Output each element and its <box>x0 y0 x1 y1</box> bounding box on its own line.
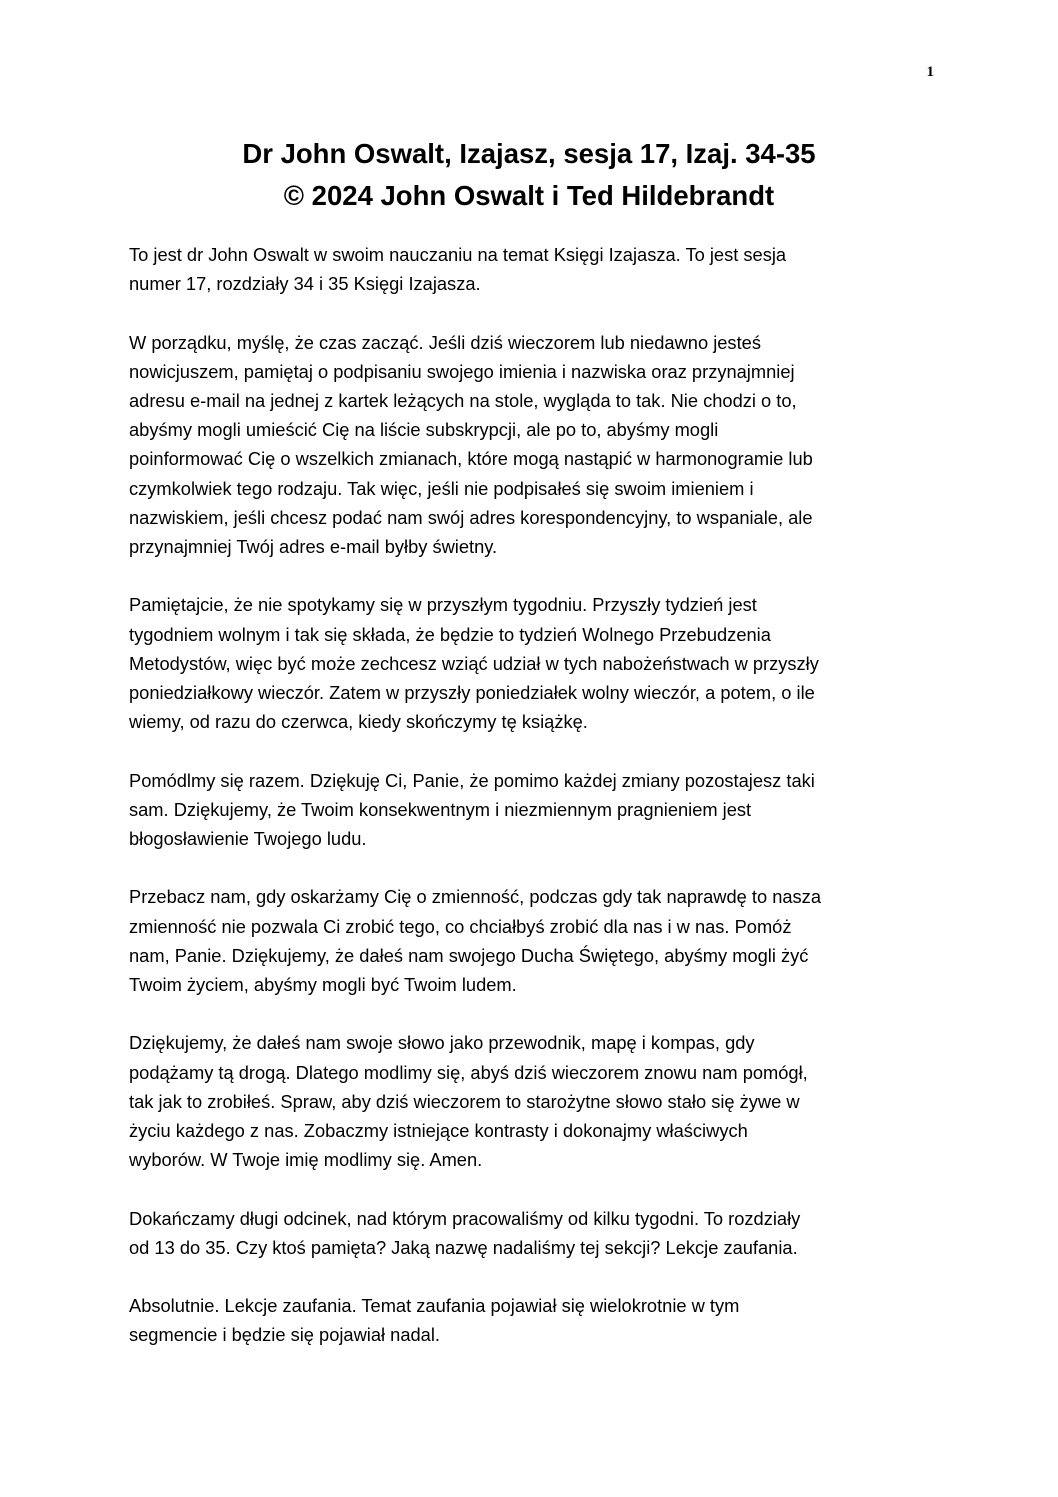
paragraph <box>129 882 917 999</box>
title-line-1: Dr John Oswalt, Izajasz, sesja 17, Izaj. 34-35 <box>242 138 816 169</box>
paragraph-line: zmienność nie pozwala Ci zrobić tego, co chciałbyś zrobić dla nas i w nas. Pomóż <box>129 915 792 937</box>
document-title <box>0 133 1058 217</box>
paragraph-line: nowicjuszem, pamiętaj o podpisaniu swojego imienia i nazwiska oraz przynajmniej <box>129 360 795 382</box>
paragraph-line: czymkolwiek tego rodzaju. Tak więc, jeśli nie podpisałeś się swoim imieniem i <box>129 477 754 499</box>
document-body <box>129 240 917 1379</box>
paragraph-line: Przebacz nam, gdy oskarżamy Cię o zmienność, podczas gdy tak naprawdę to nasza <box>129 886 821 908</box>
paragraph-line: podążamy tą drogą. Dlatego modlimy się, abyś dziś wieczorem znowu nam pomógł, <box>129 1061 808 1083</box>
paragraph-line: nazwiskiem, jeśli chcesz podać nam swój adres korespondencyjny, to wspaniale, ale <box>129 506 813 528</box>
paragraph-line: Metodystów, więc być może zechcesz wziąć udział w tych nabożeństwach w przyszły <box>129 652 819 674</box>
paragraph <box>129 240 917 298</box>
paragraph-line: tak jak to zrobiłeś. Spraw, aby dziś wieczorem to starożytne słowo stało się żywe w <box>129 1090 800 1112</box>
paragraph <box>129 1028 917 1174</box>
paragraph-line: błogosławienie Twojego ludu. <box>129 828 367 850</box>
paragraph-line: abyśmy mogli umieścić Cię na liście subskrypcji, ale po to, abyśmy mogli <box>129 419 719 441</box>
paragraph-line: wyborów. W Twoje imię modlimy się. Amen. <box>129 1149 483 1171</box>
paragraph-line: segmencie i będzie się pojawiał nadal. <box>129 1324 440 1346</box>
paragraph-line: od 13 do 35. Czy ktoś pamięta? Jaką nazwę nadaliśmy tej sekcji? Lekcje zaufania. <box>129 1236 798 1258</box>
paragraph-line: Twoim życiem, abyśmy mogli być Twoim ludem. <box>129 974 517 996</box>
paragraph-line: życiu każdego z nas. Zobaczmy istniejące kontrasty i dokonajmy właściwych <box>129 1120 748 1142</box>
paragraph-line: Dziękujemy, że dałeś nam swoje słowo jako przewodnik, mapę i kompas, gdy <box>129 1032 755 1054</box>
paragraph-line: Pamiętajcie, że nie spotykamy się w przyszłym tygodniu. Przyszły tydzień jest <box>129 594 757 616</box>
paragraph-line: poinformować Cię o wszelkich zmianach, które mogą nastąpić w harmonogramie lub <box>129 448 813 470</box>
paragraph-line: poniedziałkowy wieczór. Zatem w przyszły poniedziałek wolny wieczór, a potem, o ile <box>129 682 815 704</box>
paragraph-line: adresu e-mail na jednej z kartek leżących na stole, wygląda to tak. Nie chodzi o to, <box>129 390 797 411</box>
title-line-2: © 2024 John Oswalt i Ted Hildebrandt <box>283 180 775 211</box>
paragraph-line: Pomódlmy się razem. Dziękuję Ci, Panie, że pomimo każdej zmiany pozostajesz taki <box>129 769 815 791</box>
paragraph <box>129 328 917 562</box>
paragraph-line: Absolutnie. Lekcje zaufania. Temat zaufania pojawiał się wielokrotnie w tym <box>129 1295 740 1317</box>
paragraph-line: przynajmniej Twój adres e-mail byłby świetny. <box>129 536 498 558</box>
paragraph-line: Dokańczamy długi odcinek, nad którym pracowaliśmy od kilku tygodni. To rozdziały <box>129 1207 801 1229</box>
paragraph <box>129 590 917 736</box>
paragraph-line: numer 17, rozdziały 34 i 35 Księgi Izajasza. <box>129 273 481 295</box>
paragraph-line: wiemy, od razu do czerwca, kiedy skończymy tę książkę. <box>129 711 588 733</box>
paragraph <box>129 1291 917 1349</box>
paragraph-line: W porządku, myślę, że czas zacząć. Jeśli dziś wieczorem lub niedawno jesteś <box>129 331 761 353</box>
paragraph-line: sam. Dziękujemy, że Twoim konsekwentnym i niezmiennym pragnieniem jest <box>129 798 752 820</box>
paragraph-line: To jest dr John Oswalt w swoim nauczaniu na temat Księgi Izajasza. To jest sesja <box>129 244 787 265</box>
paragraph <box>129 766 917 854</box>
paragraph-line: nam, Panie. Dziękujemy, że dałeś nam swojego Ducha Świętego, abyśmy mogli żyć <box>129 944 809 966</box>
paragraph-line: tygodniem wolnym i tak się składa, że będzie to tydzień Wolnego Przebudzenia <box>129 623 771 645</box>
page-number: 1 <box>926 64 934 80</box>
paragraph <box>129 1204 917 1262</box>
